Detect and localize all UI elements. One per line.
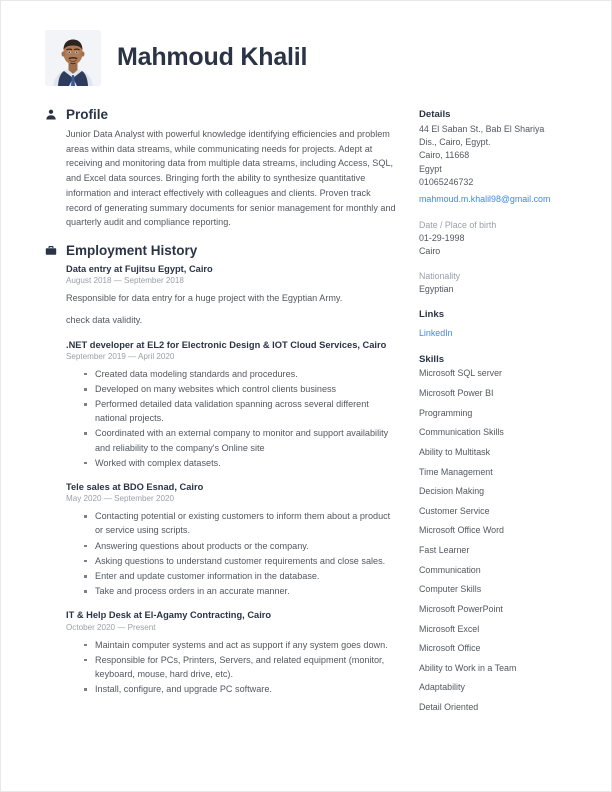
bullet-item: Responsible for PCs, Printers, Servers, and related equipment (monitor, keyboard, mouse, hard drive, etc). (84, 653, 397, 681)
section-employment (45, 243, 397, 696)
sidebar-skills (419, 354, 579, 713)
section-title: Profile (66, 107, 109, 122)
skill-item: Computer Skills (419, 584, 482, 595)
job-dates: September 2019 — April 2020 (66, 351, 175, 361)
skill-item: Microsoft Power BI (419, 388, 494, 398)
main-column (45, 107, 397, 709)
skill-item: Fast Learner (419, 545, 470, 555)
skill-item: Microsoft Office Word (419, 525, 504, 536)
skill-item: Customer Service (419, 505, 490, 516)
job-title: Tele sales at BDO Esnad, Cairo (66, 481, 204, 492)
job-entry (66, 481, 397, 598)
job-bullets (84, 367, 397, 470)
birth-date: 01-29-1998 (419, 232, 465, 243)
employment-heading (45, 243, 397, 258)
bullet-item: Asking questions to understand customer requirements and close sales. (84, 554, 397, 568)
profile-summary: Junior Data Analyst with powerful knowledge identifying efficiencies and problem areas within data streams, while communicating needs for projects. Adept at receiving and monitoring data from multiple data streams, including Access, SQL, and Excel data sources. Bringing forth the ability to synthesize quantitative information and interact effectively with colleagues and clients. Proven track record of generating summary documents for senior management for monthly and quarterly audit and compliance reporting. (66, 129, 396, 228)
skill-item: Microsoft Office (419, 643, 481, 654)
bullet-item: Take and process orders in an accurate manner. (84, 584, 397, 598)
skill-item: Communication Skills (419, 427, 504, 438)
bullet-item: Developed on many websites which control clients business (84, 382, 397, 396)
address-line: Egypt (419, 163, 442, 174)
resume-columns (45, 107, 581, 726)
skill-item: Adaptability (419, 682, 465, 693)
bullet-item: Worked with complex datasets. (84, 456, 397, 470)
address-line: 44 El Saban St., Bab El Shariya (419, 124, 545, 134)
links-heading: Links (419, 309, 445, 321)
birth-place: Cairo (419, 246, 441, 257)
job-bullets (84, 509, 397, 598)
job-title: IT & Help Desk at El-Agamy Contracting, Cairo (66, 610, 272, 621)
sidebar-details (419, 109, 579, 207)
sidebar-column (419, 107, 579, 726)
resume-header (45, 27, 581, 89)
job-title: Data entry at Fujitsu Egypt, Cairo (66, 264, 213, 275)
employment-body (45, 263, 397, 696)
briefcase-icon (45, 244, 57, 257)
skill-item: Time Management (419, 466, 493, 477)
skill-item: Ability to Work in a Team (419, 662, 517, 673)
sidebar-nationality (419, 271, 579, 296)
bullet-item: Contacting potential or existing customers to inform them about a product or service using scripts. (84, 509, 397, 537)
sidebar-links (419, 309, 579, 341)
job-entry (66, 339, 397, 470)
bullet-item: Created data modeling standards and procedures. (84, 367, 397, 381)
skill-item: Communication (419, 564, 481, 575)
skill-item: Microsoft SQL server (419, 368, 503, 379)
bullet-item: Maintain computer systems and act as support if any system goes down. (84, 638, 397, 652)
skills-heading: Skills (419, 354, 445, 366)
phone-number: 01065246732 (419, 176, 474, 187)
job-entry (66, 609, 397, 696)
profile-body (45, 127, 397, 230)
job-dates: October 2020 — Present (66, 622, 156, 632)
birth-label: Date / Place of birth (419, 219, 497, 230)
bullet-item: Coordinated with an external company to monitor and support availability and reliability to the company's Online site (84, 426, 397, 454)
sidebar-birth (419, 220, 579, 258)
skill-item: Ability to Multitask (419, 446, 491, 457)
email-link[interactable]: mahmoud.m.khalil98@gmail.com (419, 193, 551, 204)
nationality-label: Nationality (419, 271, 461, 282)
bullet-item: Install, configure, and upgrade PC software. (84, 682, 397, 696)
job-entry (66, 263, 397, 327)
job-bullets (84, 638, 397, 697)
skill-item: Microsoft Excel (419, 623, 480, 634)
skill-item: Detail Oriented (419, 702, 479, 712)
skill-item: Programming (419, 407, 473, 418)
bullet-item: Performed detailed data validation spanning across several different national projects. (84, 397, 397, 425)
nationality-value: Egyptian (419, 284, 454, 295)
job-dates: August 2018 — September 2018 (66, 276, 184, 286)
job-paragraph: check data validity. (66, 315, 143, 326)
section-title: Employment History (66, 243, 198, 259)
profile-heading (45, 107, 397, 122)
bullet-item: Enter and update customer information in the database. (84, 569, 397, 583)
skill-item: Microsoft PowerPoint (419, 603, 503, 614)
job-paragraph: Responsible for data entry for a huge project with the Egyptian Army. (66, 293, 343, 304)
avatar (45, 30, 101, 86)
page-title: Mahmoud Khalil (117, 43, 308, 72)
address-line: Dis., Cairo, Egypt. (419, 137, 491, 148)
details-heading: Details (419, 109, 451, 120)
section-profile (45, 107, 397, 230)
job-dates: May 2020 — September 2020 (66, 494, 174, 504)
address-line: Cairo, 11668 (419, 150, 470, 161)
linkedin-link[interactable]: LinkedIn (419, 328, 453, 339)
job-title: .NET developer at EL2 for Electronic Design & IOT Cloud Services, Cairo (66, 339, 387, 350)
bullet-item: Answering questions about products or the company. (84, 539, 397, 553)
skill-item: Decision Making (419, 486, 485, 497)
person-icon (45, 108, 57, 121)
